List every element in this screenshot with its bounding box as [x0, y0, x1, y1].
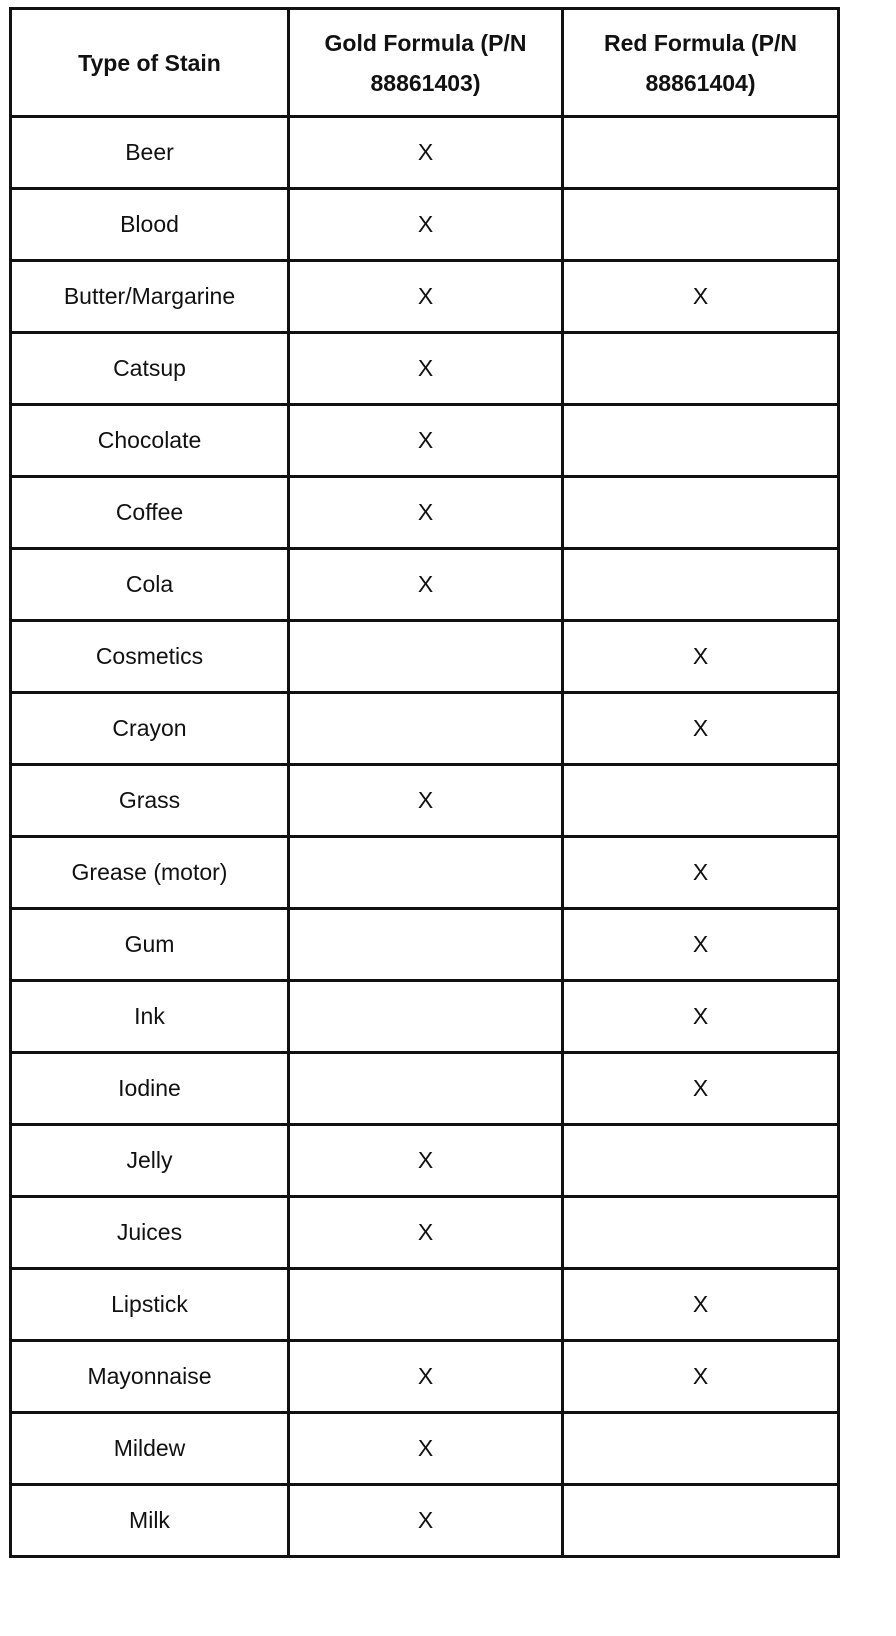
header-row [11, 9, 839, 117]
table-row [11, 1053, 839, 1125]
stain-type-cell: Grease (motor) [11, 837, 289, 909]
table-row [11, 549, 839, 621]
gold-formula-cell [289, 621, 563, 693]
table-row [11, 477, 839, 549]
gold-formula-cell [289, 1269, 563, 1341]
stain-type-cell: Milk [11, 1485, 289, 1557]
gold-formula-cell: X [289, 549, 563, 621]
gold-formula-cell: X [289, 261, 563, 333]
red-formula-cell [563, 1413, 839, 1485]
gold-formula-cell: X [289, 189, 563, 261]
red-formula-cell [563, 1125, 839, 1197]
stain-removal-table [9, 7, 840, 1558]
gold-formula-cell: X [289, 1413, 563, 1485]
table-row [11, 261, 839, 333]
stain-type-cell: Juices [11, 1197, 289, 1269]
gold-formula-cell: X [289, 405, 563, 477]
stain-type-cell: Lipstick [11, 1269, 289, 1341]
gold-formula-cell: X [289, 477, 563, 549]
gold-formula-cell [289, 837, 563, 909]
gold-formula-cell: X [289, 333, 563, 405]
stain-type-cell: Ink [11, 981, 289, 1053]
table-row [11, 1197, 839, 1269]
gold-formula-cell [289, 693, 563, 765]
red-formula-cell [563, 189, 839, 261]
gold-formula-cell: X [289, 1341, 563, 1413]
table-header [11, 9, 839, 117]
gold-formula-cell [289, 1053, 563, 1125]
table-row [11, 405, 839, 477]
table-row [11, 189, 839, 261]
stain-type-cell: Butter/Margarine [11, 261, 289, 333]
gold-formula-cell: X [289, 1125, 563, 1197]
red-formula-cell: X [563, 261, 839, 333]
gold-formula-cell: X [289, 765, 563, 837]
table-row [11, 1269, 839, 1341]
stain-type-cell: Iodine [11, 1053, 289, 1125]
gold-formula-cell [289, 909, 563, 981]
stain-type-cell: Chocolate [11, 405, 289, 477]
table-row [11, 837, 839, 909]
table-row [11, 621, 839, 693]
stain-type-cell: Mayonnaise [11, 1341, 289, 1413]
table-row [11, 117, 839, 189]
table-row [11, 1485, 839, 1557]
header-gold-formula: Gold Formula (P/N 88861403) [289, 9, 563, 117]
stain-type-cell: Grass [11, 765, 289, 837]
header-red-formula: Red Formula (P/N 88861404) [563, 9, 839, 117]
red-formula-cell [563, 405, 839, 477]
red-formula-cell: X [563, 621, 839, 693]
gold-formula-cell [289, 981, 563, 1053]
table-row [11, 765, 839, 837]
red-formula-cell [563, 549, 839, 621]
red-formula-cell [563, 765, 839, 837]
red-formula-cell: X [563, 1053, 839, 1125]
stain-type-cell: Cosmetics [11, 621, 289, 693]
table-row [11, 693, 839, 765]
header-type-of-stain: Type of Stain [11, 9, 289, 117]
red-formula-cell: X [563, 1269, 839, 1341]
red-formula-cell [563, 333, 839, 405]
table-row [11, 1125, 839, 1197]
gold-formula-cell: X [289, 1485, 563, 1557]
gold-formula-cell: X [289, 117, 563, 189]
red-formula-cell [563, 117, 839, 189]
stain-type-cell: Crayon [11, 693, 289, 765]
red-formula-cell [563, 1485, 839, 1557]
table-row [11, 1413, 839, 1485]
red-formula-cell [563, 1197, 839, 1269]
table-row [11, 1341, 839, 1413]
stain-type-cell: Catsup [11, 333, 289, 405]
table-row [11, 981, 839, 1053]
stain-type-cell: Coffee [11, 477, 289, 549]
red-formula-cell: X [563, 693, 839, 765]
stain-type-cell: Gum [11, 909, 289, 981]
stain-type-cell: Cola [11, 549, 289, 621]
table-row [11, 909, 839, 981]
table-row [11, 333, 839, 405]
red-formula-cell: X [563, 909, 839, 981]
red-formula-cell [563, 477, 839, 549]
stain-type-cell: Blood [11, 189, 289, 261]
red-formula-cell: X [563, 1341, 839, 1413]
red-formula-cell: X [563, 981, 839, 1053]
stain-type-cell: Mildew [11, 1413, 289, 1485]
red-formula-cell: X [563, 837, 839, 909]
stain-type-cell: Jelly [11, 1125, 289, 1197]
gold-formula-cell: X [289, 1197, 563, 1269]
table-body [11, 117, 839, 1557]
stain-type-cell: Beer [11, 117, 289, 189]
